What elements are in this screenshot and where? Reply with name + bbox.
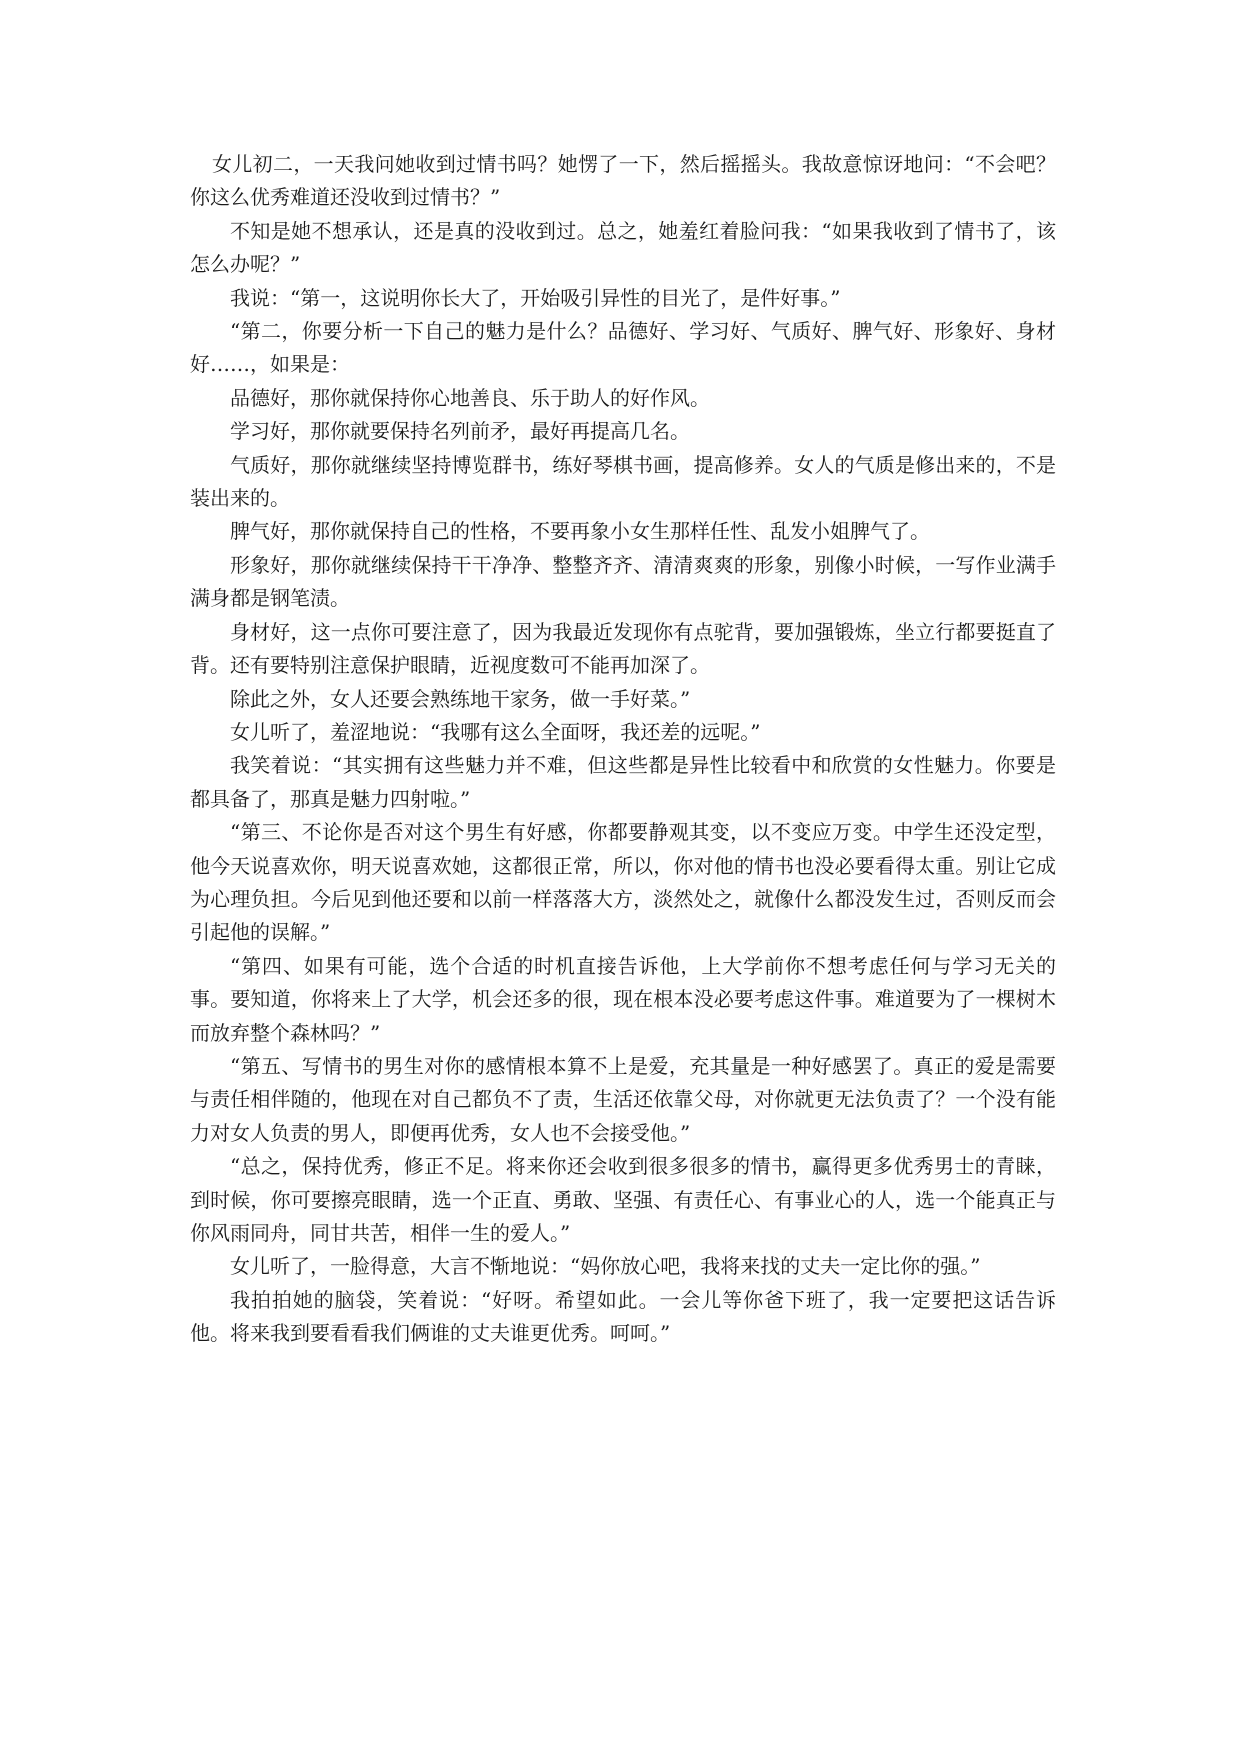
paragraph-5: 品德好，那你就保持你心地善良、乐于助人的好作风。 [230, 385, 710, 410]
paragraph-9: 形象好，那你就继续保持干干净净、整整齐齐、清清爽爽的形象，别像小时候，一写作业满手满身都是钢笔渍。 [190, 552, 1056, 611]
paragraph-15: “第四、如果有可能，选个合适的时机直接告诉他，上大学前你不想考虑任何与学习无关的事。要知道，你将来上了大学，机会还多的很，现在根本没必要考虑这件事。难道要为了一棵树木而放弃整个森林吗？” [190, 953, 1056, 1045]
paragraph-11: 除此之外，女人还要会熟练地干家务，做一手好菜。” [230, 686, 691, 711]
paragraph-7: 气质好，那你就继续坚持博览群书，练好琴棋书画，提高修养。女人的气质是修出来的，不是装出来的。 [190, 452, 1056, 511]
document-body [190, 148, 1056, 1351]
paragraph-18: 女儿听了，一脸得意，大言不惭地说：“妈你放心吧，我将来找的丈夫一定比你的强。” [230, 1254, 981, 1279]
paragraph-6: 学习好，那你就要保持名列前矛，最好再提高几名。 [230, 419, 690, 444]
paragraph-19: 我拍拍她的脑袋，笑着说：“好呀。希望如此。一会儿等你爸下班了，我一定要把这话告诉他。将来我到要看看我们俩谁的丈夫谁更优秀。呵呵。” [190, 1287, 1056, 1346]
paragraph-1: 女儿初二，一天我问她收到过情书吗？她愣了一下，然后摇摇头。我故意惊讶地问：“不会吧？你这么优秀难道还没收到过情书？” [190, 152, 1056, 210]
paragraph-13: 我笑着说：“其实拥有这些魅力并不难，但这些都是异性比较看中和欣赏的女性魅力。你要是都具备了，那真是魅力四射啦。” [190, 753, 1056, 811]
paragraph-16: “第五、写情书的男生对你的感情根本算不上是爱，充其量是一种好感罢了。真正的爱是需要与责任相伴随的，他现在对自己都负不了责，生活还依靠父母，对你就更无法负责了？一个没有能力对女人负责的男人，即便再优秀，女人也不会接受他。” [190, 1053, 1056, 1145]
paragraph-10: 身材好，这一点你可要注意了，因为我最近发现你有点驼背，要加强锻炼，坐立行都要挺直了背。还有要特别注意保护眼睛，近视度数可不能再加深了。 [190, 619, 1056, 678]
paragraph-12: 女儿听了，羞涩地说：“我哪有这么全面呀，我还差的远呢。” [230, 719, 761, 744]
paragraph-17: “总之，保持优秀，修正不足。将来你还会收到很多很多的情书，赢得更多优秀男士的青睐，到时候，你可要擦亮眼睛，选一个正直、勇敢、坚强、有责任心、有事业心的人，选一个能真正与你风雨同舟，同甘共苦，相伴一生的爱人。” [190, 1154, 1056, 1245]
paragraph-4: “第二，你要分析一下自己的魅力是什么？品德好、学习好、气质好、脾气好、形象好、身材好……，如果是： [190, 319, 1056, 377]
paragraph-8: 脾气好，那你就保持自己的性格，不要再象小女生那样任性、乱发小姐脾气了。 [230, 519, 930, 544]
paragraph-3: 我说：“第一，这说明你长大了，开始吸引异性的目光了，是件好事。” [230, 285, 841, 310]
paragraph-14: “第三、不论你是否对这个男生有好感，你都要静观其变，以不变应万变。中学生还没定型，他今天说喜欢你，明天说喜欢她，这都很正常，所以，你对他的情书也没必要看得太重。别让它成为心理负担。今后见到他还要和以前一样落落大方，淡然处之，就像什么都没发生过，否则反而会引起他的误解。” [190, 820, 1056, 945]
paragraph-2: 不知是她不想承认，还是真的没收到过。总之，她羞红着脸问我：“如果我收到了情书了，该怎么办呢？” [190, 218, 1056, 277]
